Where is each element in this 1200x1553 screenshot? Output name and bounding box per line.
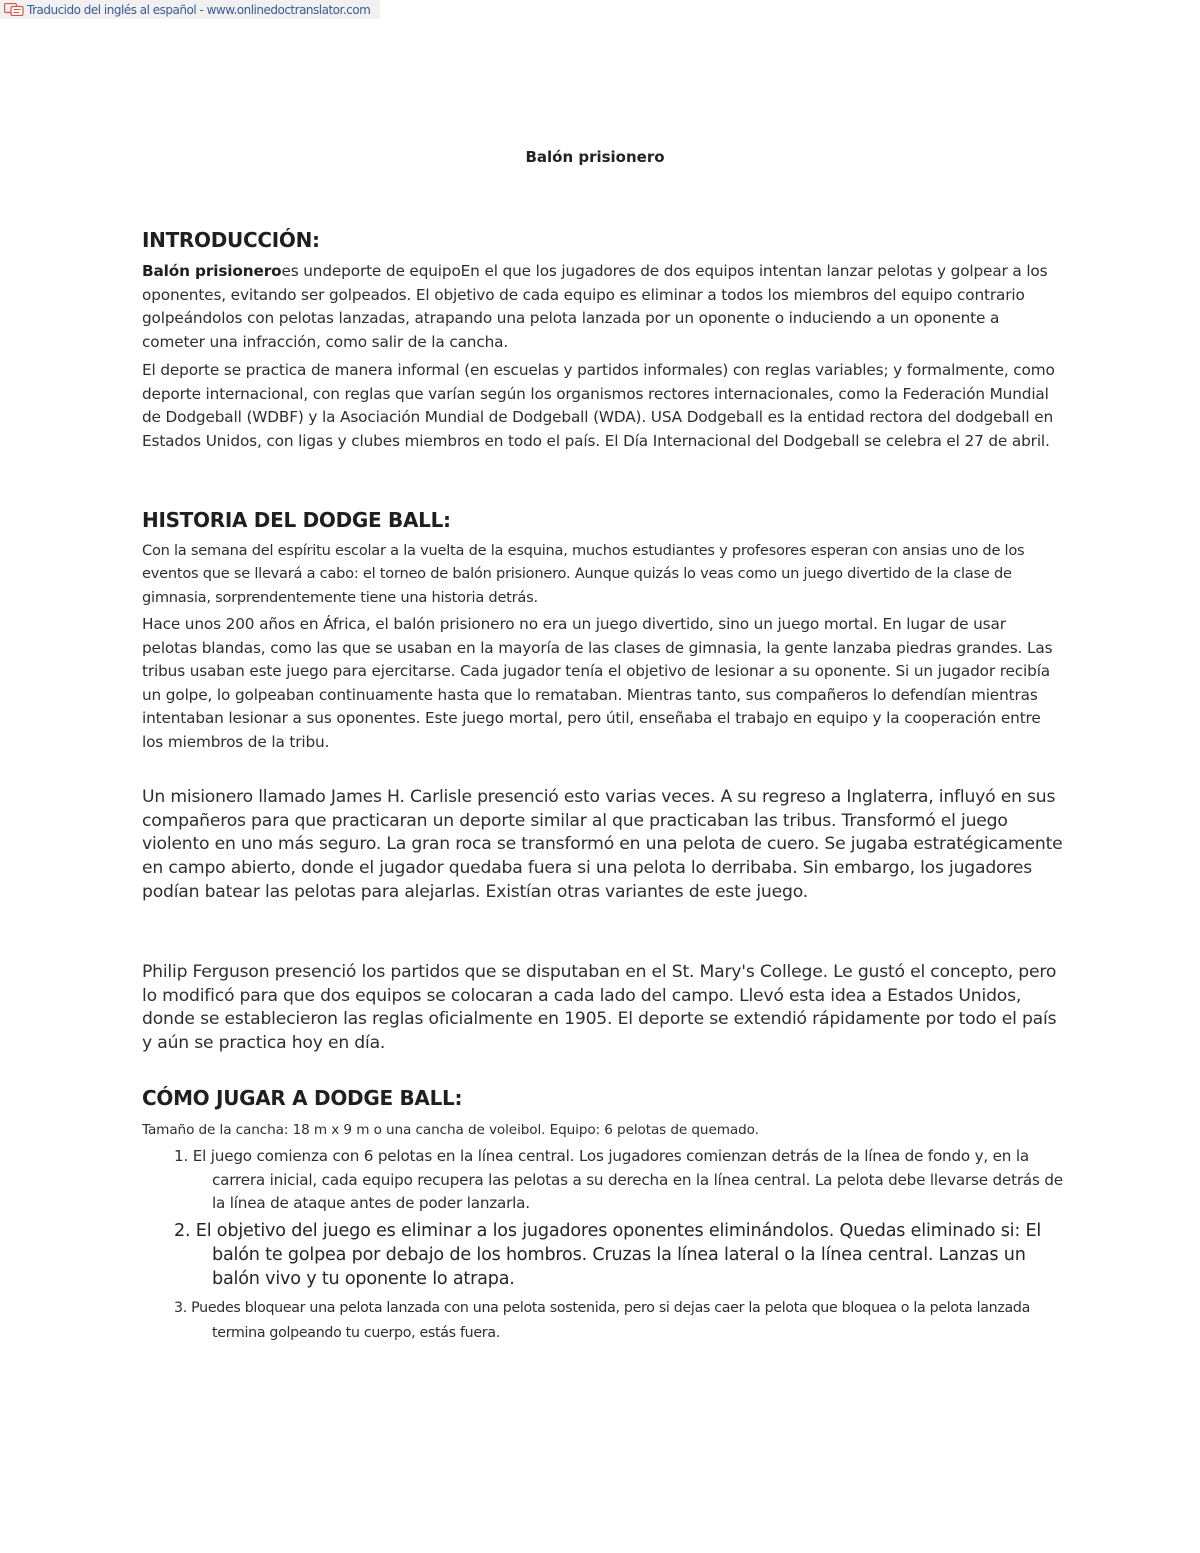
section-heading-introduccion: INTRODUCCIÓN:	[142, 228, 320, 252]
section-heading-historia: HISTORIA DEL DODGE BALL:	[142, 508, 451, 532]
document-title: Balón prisionero	[525, 148, 665, 166]
list-item-text: Puedes bloquear una pelota lanzada con una pelota sostenida, pero si dejas caer la pelota que bloquea o la pelota lanzada termina golpeando tu cuerpo, estás fuera.	[191, 1300, 1031, 1341]
translator-banner[interactable]	[0, 0, 380, 19]
list-number: 2.	[174, 1221, 191, 1241]
list-item	[142, 1220, 1064, 1291]
translator-logo-icon	[4, 3, 24, 16]
history-paragraph-2: Hace unos 200 años en África, el balón prisionero no era un juego divertido, sino un juego mortal. En lugar de usar pelotas blandas, como las que se usaban en la mayoría de las clases de gimnasia, la gente lanzaba piedras grandes. Las tribus usaban este juego para ejercitarse. Cada jugador tenía el objetivo de lesionar a su oponente. Si un jugador recibía un golpe, lo golpeaban continuamente hasta que lo remataban. Mientras tanto, sus compañeros lo defendían mientras intentaban lesionar a sus oponentes. Este juego mortal, pero útil, enseñaba el trabajo en equipo y la cooperación entre los miembros de la tribu.	[142, 615, 1053, 751]
list-number: 3.	[174, 1300, 187, 1316]
intro-paragraph-1	[142, 260, 1064, 354]
howto-intro: Tamaño de la cancha: 18 m x 9 m o una cancha de voleibol. Equipo: 6 pelotas de quemado.	[142, 1122, 759, 1138]
translator-banner-text: Traducido del inglés al español - www.onlinedoctranslator.com	[27, 2, 371, 17]
intro-bold-term: Balón prisionero	[142, 262, 282, 280]
intro-paragraph-1-text: es undeporte de equipoEn el que los jugadores de dos equipos intentan lanzar pelotas y golpear a los oponentes, evitando ser golpeados. El objetivo de cada equipo es eliminar a todos los miembros del equipo contrario golpeándolos con pelotas lanzadas, atrapando una pelota lanzada por un oponente o induciendo a un oponente a cometer una infracción, como salir de la cancha.	[142, 262, 1048, 351]
section-heading-como-jugar: CÓMO JUGAR A DODGE BALL:	[142, 1086, 463, 1110]
list-number: 1.	[174, 1147, 189, 1165]
list-item-text: El juego comienza con 6 pelotas en la línea central. Los jugadores comienzan detrás de la línea de fondo y, en la carrera inicial, cada equipo recupera las pelotas a su derecha en la línea central. La pelota debe llevarse detrás de la línea de ataque antes de poder lanzarla.	[192, 1147, 1063, 1212]
intro-paragraph-2: El deporte se practica de manera informal (en escuelas y partidos informales) con reglas variables; y formalmente, como deporte internacional, con reglas que varían según los organismos rectores internacionales, como la Federación Mundial de Dodgeball (WDBF) y la Asociación Mundial de Dodgeball (WDA). USA Dodgeball es la entidad rectora del dodgeball en Estados Unidos, con ligas y clubes miembros en todo el país. El Día Internacional del Dodgeball se celebra el 27 de abril.	[142, 361, 1055, 450]
history-paragraph-3: Un misionero llamado James H. Carlisle presenció esto varias veces. A su regreso a Inglaterra, influyó en sus compañeros para que practicaran un deporte similar al que practicaban las tribus. Transformó el juego violento en uno más seguro. La gran roca se transformó en una pelota de cuero. Se jugaba estratégicamente en campo abierto, donde el jugador quedaba fuera si una pelota lo derribaba. Sin embargo, los jugadores podían batear las pelotas para alejarlas. Existían otras variantes de este juego.	[142, 787, 1063, 902]
history-paragraph-4: Philip Ferguson presenció los partidos que se disputaban en el St. Mary's College. Le gustó el concepto, pero lo modificó para que dos equipos se colocaran a cada lado del campo. Llevó esta idea a Estados Unidos, donde se establecieron las reglas oficialmente en 1905. El deporte se extendió rápidamente por todo el país y aún se practica hoy en día.	[142, 962, 1057, 1054]
list-item	[142, 1145, 1064, 1216]
list-item-text: El objetivo del juego es eliminar a los jugadores oponentes eliminándolos. Quedas eliminado si: El balón te golpea por debajo de los hombros. Cruzas la línea lateral o la línea central. Lanzas un balón vivo y tu oponente lo atrapa.	[195, 1221, 1042, 1289]
history-paragraph-1: Con la semana del espíritu escolar a la vuelta de la esquina, muchos estudiantes y profesores esperan con ansias uno de los eventos que se llevará a cabo: el torneo de balón prisionero. Aunque quizás lo veas como un juego divertido de la clase de gimnasia, sorprendentemente tiene una historia detrás.	[142, 542, 1025, 606]
list-item	[142, 1296, 1064, 1345]
